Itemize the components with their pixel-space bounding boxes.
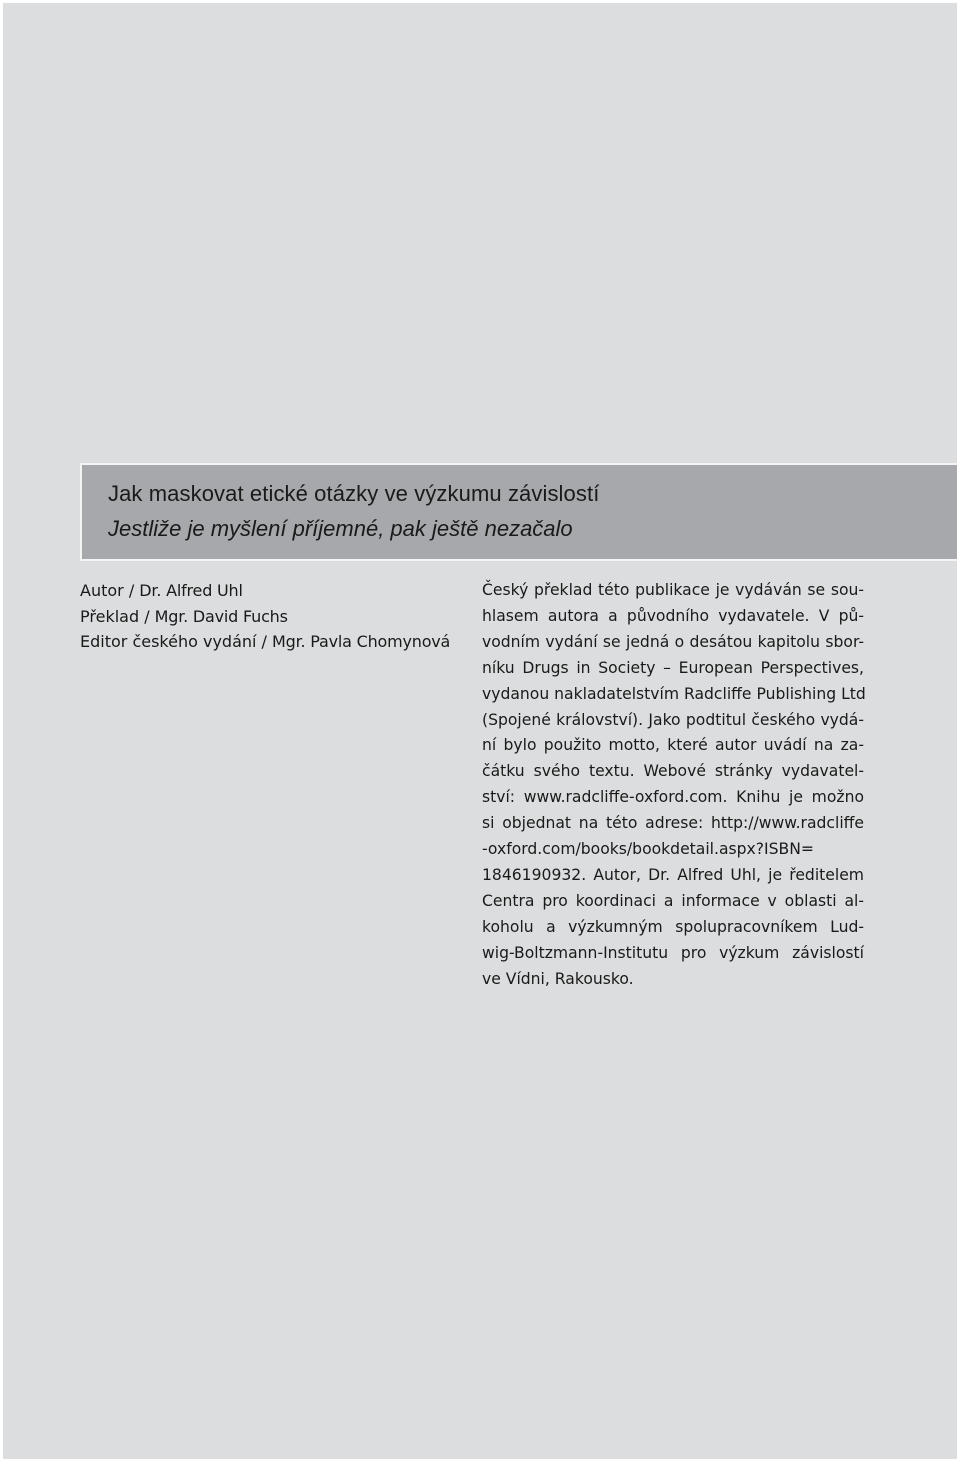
credit-name: Mgr. David Fuchs (154, 606, 288, 626)
credit-author (80, 578, 450, 604)
note-line: vodním vydání se jedná o desátou kapitolu sbor- (482, 632, 864, 651)
credit-role-label: Autor / (80, 581, 140, 600)
publication-note (482, 578, 864, 993)
note-line: Český překlad této publikace je vydáván se sou- (482, 581, 864, 599)
note-line: čátku svého textu. Webové stránky vydavatel- (482, 762, 864, 781)
note-line: hlasem autora a původního vydavatele. V pů- (482, 606, 864, 625)
credit-translation (80, 604, 450, 630)
document-title: Jak maskovat etické otázky ve výzkumu závislostí (108, 481, 600, 506)
note-line: si objednat na této adrese: http://www.radcliffe (482, 814, 864, 833)
note-line: (Spojené království). Jako podtitul českého vydá- (482, 710, 864, 729)
note-line: koholu a výzkumným spolupracovníkem Lud- (482, 917, 864, 936)
note-line: ství: www.radcliffe-oxford.com. Knihu je možno (482, 788, 864, 807)
note-line: Centra pro koordinaci a informace v oblasti al- (482, 891, 864, 910)
credit-role-label: Editor českého vydání / (80, 632, 273, 651)
credits-block (80, 578, 450, 655)
note-line: ní bylo použito motto, které autor uvádí na za- (482, 736, 864, 755)
note-line: wig-Boltzmann-Institutu pro výzkum závislostí (482, 943, 864, 962)
credit-role-label: Překlad / (80, 606, 155, 626)
title-band (80, 463, 957, 561)
credit-name: Dr. Alfred Uhl (139, 581, 243, 600)
note-line: -oxford.com/books/bookdetail.aspx?ISBN= (482, 840, 814, 859)
credit-name: Mgr. Pavla Chomynová (272, 632, 451, 651)
credit-editor (80, 629, 450, 655)
note-line: vydanou nakladatelstvím Radcliffe Publishing Ltd (482, 684, 866, 703)
note-line: 1846190932. Autor, Dr. Alfred Uhl, je ředitelem (482, 865, 864, 884)
note-line: ve Vídni, Rakousko. (482, 969, 634, 988)
document-subtitle: Jestliže je myšlení příjemné, pak ještě nezačalo (108, 516, 573, 541)
note-line: níku Drugs in Society – European Perspectives, (482, 658, 864, 677)
